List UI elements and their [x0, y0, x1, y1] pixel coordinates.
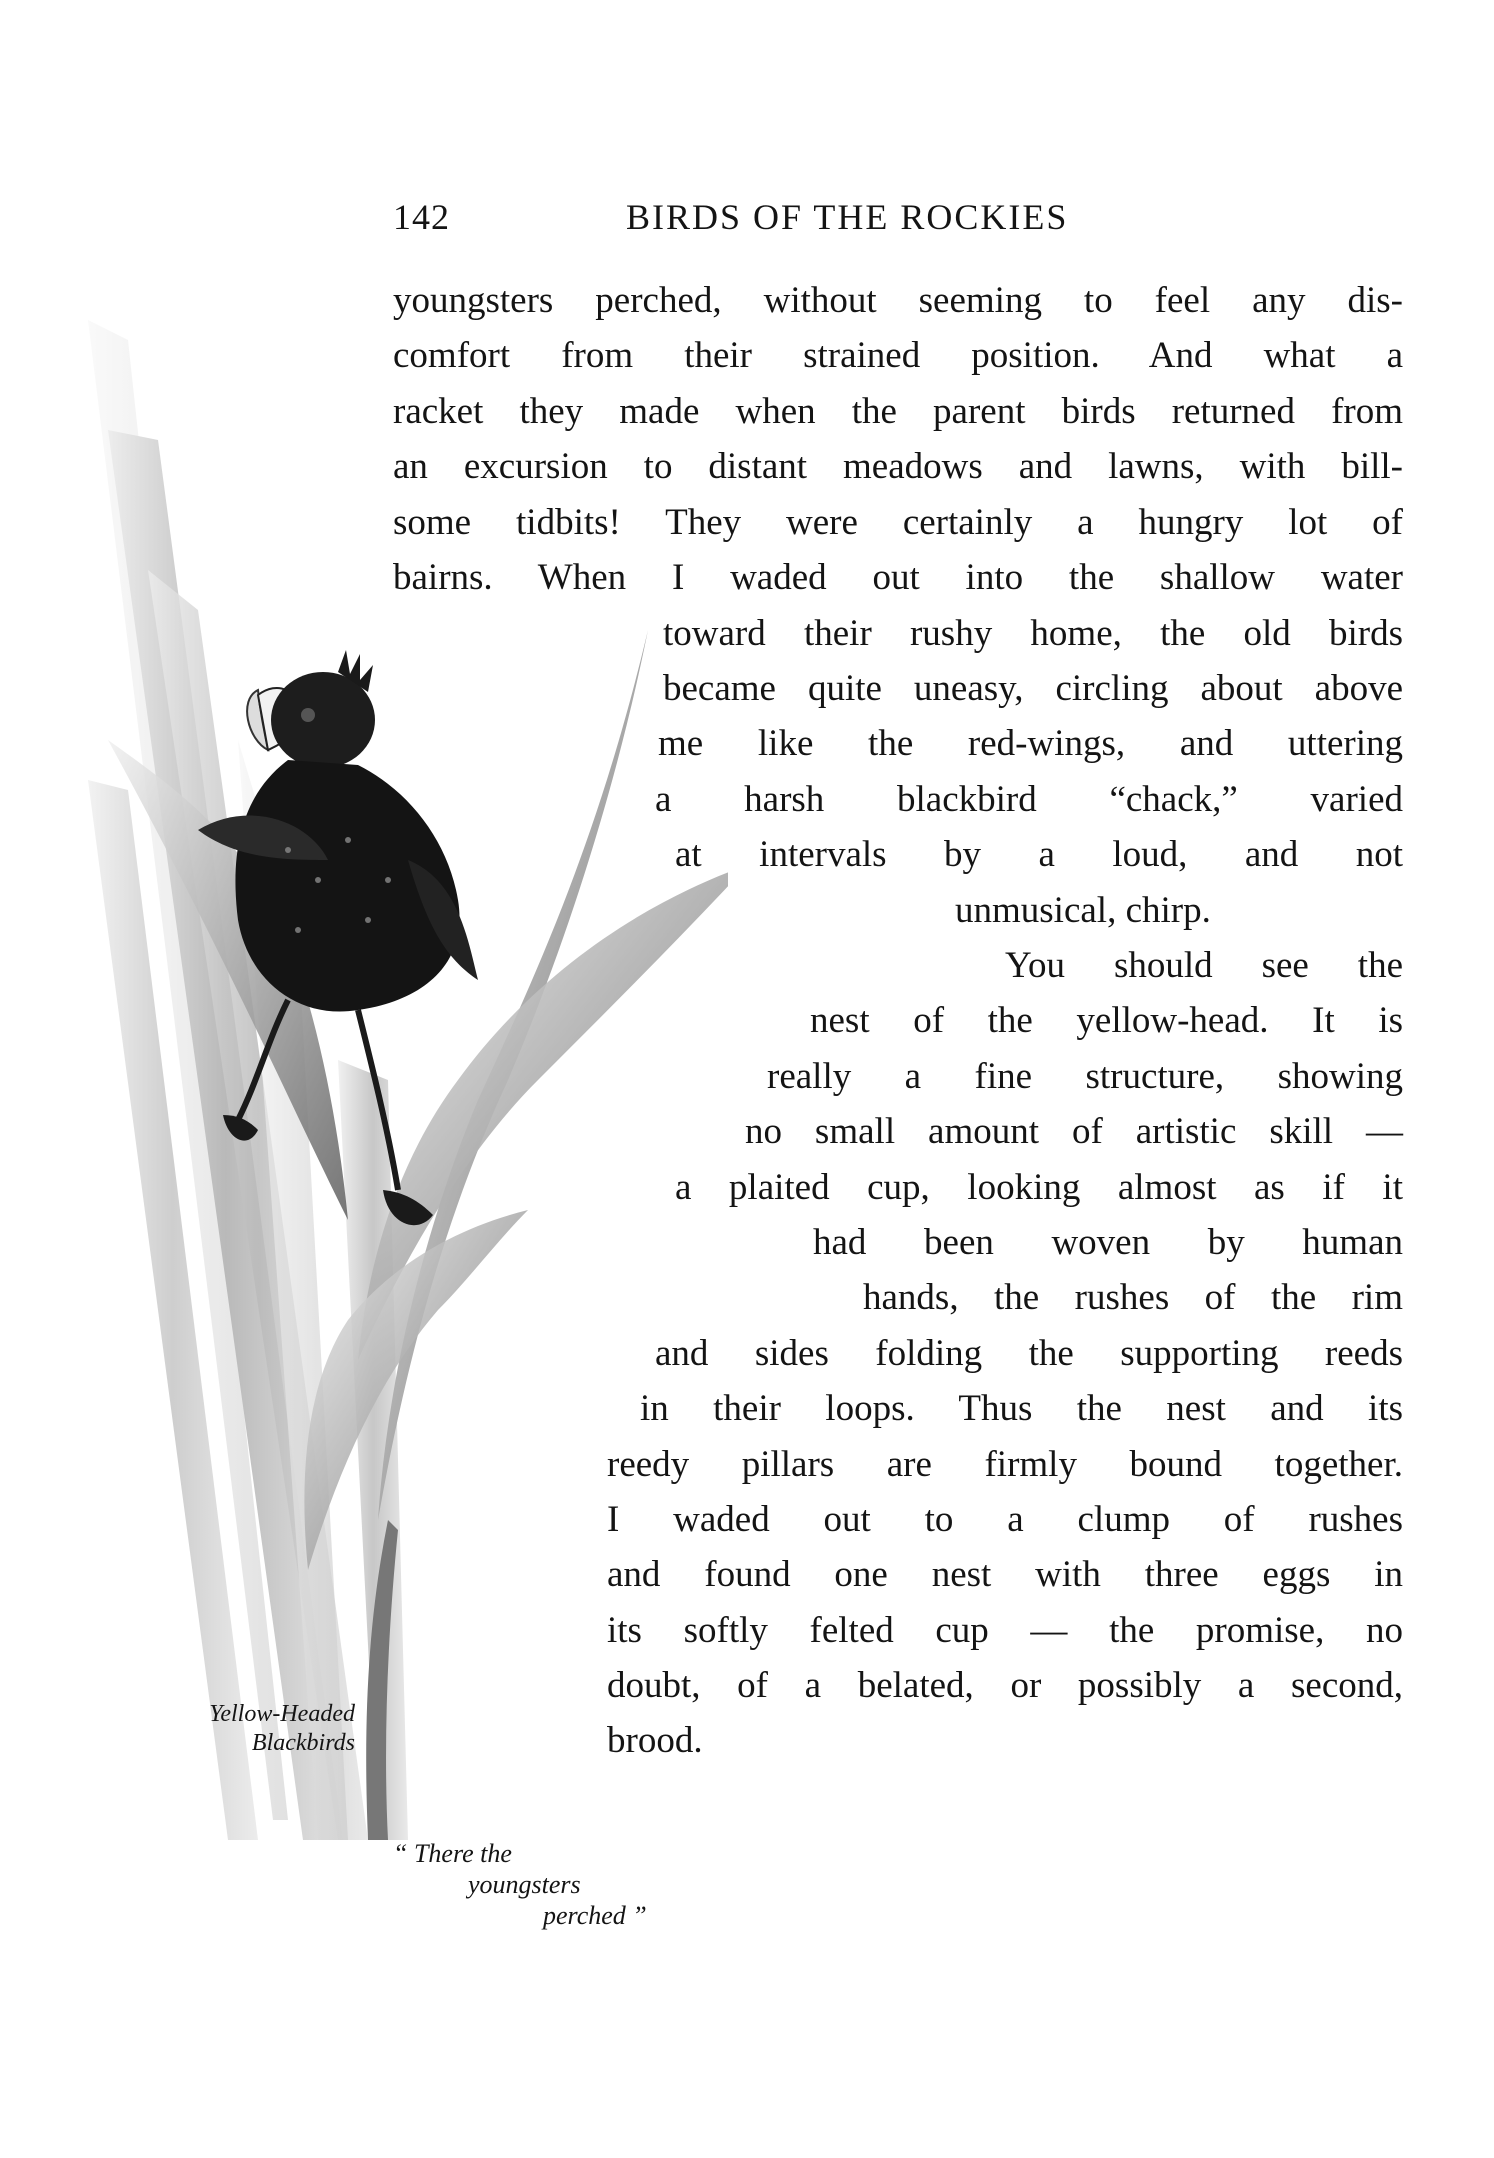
illustration-caption — [393, 1838, 693, 1931]
body-line: me like the red-wings, and uttering — [658, 723, 1403, 764]
body-line: You should see the — [1005, 945, 1403, 986]
body-line: brood. — [607, 1720, 703, 1761]
running-head — [393, 196, 1403, 246]
illustration-caption-line: “ There the — [393, 1839, 512, 1868]
page-number: 142 — [393, 197, 450, 237]
body-line: and found one nest with three eggs in — [607, 1554, 1403, 1595]
body-line: unmusical, chirp. — [955, 890, 1211, 931]
reed-stalks — [88, 320, 408, 1840]
plate-caption-line: Yellow-Headed — [209, 1701, 355, 1727]
body-line: and sides folding the supporting reeds — [655, 1333, 1403, 1374]
plate-caption-line: Blackbirds — [251, 1730, 355, 1756]
body-line: became quite uneasy, circling about above — [663, 668, 1403, 709]
body-line: in their loops. Thus the nest and its — [640, 1388, 1403, 1429]
plate-caption — [150, 1700, 355, 1758]
body-line: an excursion to distant meadows and lawns, with bill- — [393, 446, 1403, 487]
body-line: comfort from their strained position. And what a — [393, 335, 1403, 376]
running-title: BIRDS OF THE ROCKIES — [626, 197, 1069, 237]
body-line: bairns. When I waded out into the shallow water — [393, 557, 1403, 598]
illustration-caption-line: perched ” — [543, 1901, 647, 1930]
body-line: hands, the rushes of the rim — [863, 1277, 1403, 1318]
body-line: nest of the yellow-head. It is — [810, 1000, 1403, 1041]
body-line: really a fine structure, showing — [767, 1056, 1403, 1097]
body-line: a harsh blackbird “chack,” varied — [655, 779, 1403, 820]
body-line: some tidbits! They were certainly a hungry lot of — [393, 502, 1403, 543]
body-line: racket they made when the parent birds returned from — [393, 391, 1403, 432]
body-line: at intervals by a loud, and not — [675, 834, 1403, 875]
body-line: doubt, of a belated, or possibly a second, — [607, 1665, 1403, 1706]
illustration-caption-line: youngsters — [468, 1870, 581, 1899]
body-line: reedy pillars are firmly bound together. — [607, 1444, 1403, 1485]
body-line: its softly felted cup — the promise, no — [607, 1610, 1403, 1651]
body-line: I waded out to a clump of rushes — [607, 1499, 1403, 1540]
body-line: toward their rushy home, the old birds — [663, 613, 1403, 654]
body-line: a plaited cup, looking almost as if it — [675, 1167, 1403, 1208]
body-line: youngsters perched, without seeming to feel any dis- — [393, 280, 1403, 321]
body-line: no small amount of artistic skill — — [745, 1111, 1403, 1152]
body-line: had been woven by human — [813, 1222, 1403, 1263]
